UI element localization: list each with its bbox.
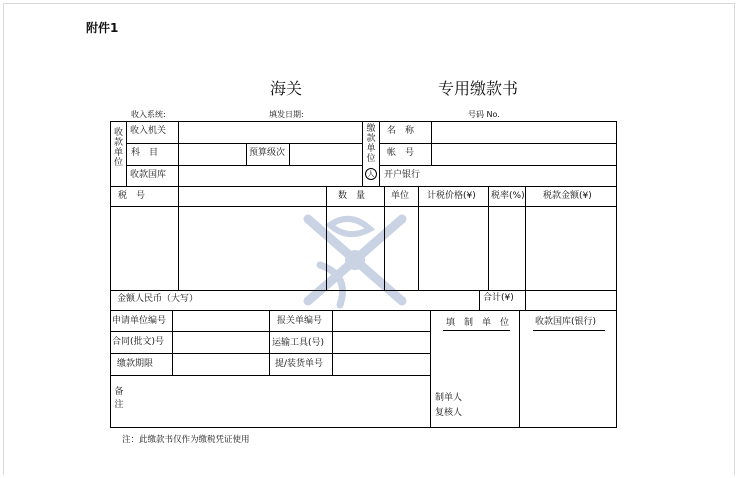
bill-no-label: 提/装货单号 [275,359,324,369]
subject-label: 科 目 [131,148,159,158]
receiver-side-label: 收 款 单 位 [113,128,123,168]
payer-side-label: 缴 款 单 位 [366,124,376,164]
treasury-label: 收款国库 [130,170,167,180]
budget-level-label: 预算级次 [249,148,286,158]
col-quantity: 数 量 [338,191,366,201]
table-rule [178,121,179,186]
table-rule [519,310,520,427]
title-customs: 海关 [270,79,303,98]
payer-bank-label: 开户银行 [384,170,421,180]
payment-deadline-label: 缴款期限 [117,359,154,369]
preparer-label: 制单人 [435,393,463,403]
table-rule [110,427,617,428]
circled-person-mark: 人 [365,168,377,180]
table-rule [362,121,363,186]
amount-rmb-label: 金额人民币（大写） [117,294,199,304]
footnote: 注：此缴款书仅作为缴税凭证使用 [122,435,250,445]
table-rule [332,310,333,375]
table-rule [110,353,430,354]
table-rule [126,143,362,144]
table-rule [384,186,385,290]
table-rule [110,186,616,187]
table-rule [379,143,616,144]
payer-name-label: 名 称 [387,126,415,136]
contract-no-label: 合同(批文)号 [112,337,165,347]
col-unit: 单位 [391,191,410,201]
issue-date-label: 填发日期: [269,110,304,119]
table-rule [418,186,419,290]
table-rule [443,330,510,331]
table-rule [110,206,616,207]
total-label: 合计(¥) [483,293,514,303]
table-rule [246,143,247,165]
table-rule [326,186,327,290]
receipt-system-label: 收入系统: [131,110,166,119]
table-rule [289,143,290,165]
table-rule [533,330,605,331]
table-rule [126,121,127,186]
table-rule [431,121,432,165]
table-rule [616,121,617,428]
table-rule [525,186,526,310]
filling-unit-label: 填 制 单 位 [446,318,510,328]
table-rule [172,310,173,375]
table-rule [379,165,616,166]
table-rule [126,165,362,166]
table-rule [269,310,270,375]
customs-emblem-watermark-icon [290,205,420,315]
payer-account-label: 帐 号 [387,148,415,158]
col-tax-number: 税 号 [118,191,146,201]
applicant-no-label: 申请单位编号 [112,316,167,326]
remarks-label: 备 注 [114,387,124,410]
income-authority-label: 收入机关 [130,126,167,136]
title-payment-form: 专用缴款书 [438,79,519,98]
transport-label: 运输工具(号) [272,338,325,348]
table-rule [488,186,489,290]
col-tax-rate: 税率(%) [491,191,525,201]
table-rule [110,290,616,291]
table-rule [479,290,480,310]
number-label: 号码 No. [468,110,500,119]
table-rule [110,331,430,332]
table-rule [430,310,431,427]
treasury-bank-label: 收款国库(银行) [535,317,597,327]
col-taxable-price: 计税价格(¥) [427,191,476,201]
table-rule [110,375,430,376]
attachment-label: 附件1 [86,21,119,35]
col-tax-amount: 税款金额(¥) [543,191,592,201]
table-rule [178,186,179,290]
table-rule [110,121,617,122]
table-rule [110,310,616,311]
table-rule [379,121,380,186]
reviewer-label: 复核人 [435,408,463,418]
declaration-no-label: 报关单编号 [277,316,323,326]
